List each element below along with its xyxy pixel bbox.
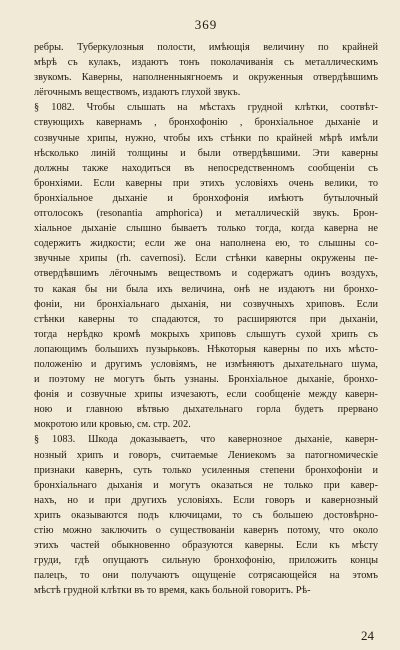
- text-line: ребры. Туберкулозныя полости, имѣющія величину по крайней: [34, 42, 378, 53]
- text-line: бронхіальнаго дыханія и могутъ оказаться не только при кавер-: [34, 479, 378, 491]
- text-line: лопающимъ большихъ пузырьковъ. Нѣкоторыя каверны по ихъ мѣсто-: [34, 343, 378, 355]
- text-line: мѣрѣ съ кулакъ, издаютъ тонъ поколачиванія съ металлическимъ: [34, 57, 378, 69]
- text-line: ствующихъ кавернамъ , бронхофонію , бронхіальное дыханіе и: [34, 117, 378, 129]
- text-line: ною и главною вѣтвью дыхательнаго горла будетъ прервано: [34, 404, 378, 416]
- text-line: то какая бы ни была ихъ величина, онѣ не издаютъ ни бронхо-: [34, 283, 378, 295]
- text-line: положенію и другимъ условіямъ, не измѣняютъ дыхательнаго шума,: [34, 358, 378, 370]
- text-line: § 1082. Чтобы слышать на мѣстахъ грудной клѣтки, соотвѣт-: [34, 102, 378, 114]
- text-line: звукомъ. Каверны, наполненныягноемъ и окруженныя отвердѣвшимъ: [34, 72, 378, 84]
- text-line: фонія и созвучные хрипы изчезаютъ, если сообщеніе между каверн-: [34, 389, 378, 401]
- text-line: созвучные хрипы, нужно, чтобы ихъ стѣнки по крайней мѣрѣ имѣли: [34, 132, 378, 144]
- signature-mark: 24: [361, 628, 374, 643]
- text-body: [34, 40, 378, 598]
- text-line: этихъ частей обыкновенно образуются каверны. Если къ мѣсту: [34, 540, 378, 552]
- text-line: мокротою или кровью, см. стр. 202.: [34, 419, 191, 431]
- text-line: хіальное дыханіе слышно бываетъ только тогда, когда каверна не: [34, 223, 378, 235]
- text-line: стѣнки каверны то спадаются, то расширяются при дыханіи,: [34, 313, 378, 325]
- text-line: нозный хрипъ и говоръ, считаемые Лениекомъ за патогномическіе: [34, 449, 378, 461]
- text-line: звучные хрипы (rh. cavernosi). Если стѣнки каверны окружены пе-: [34, 253, 378, 265]
- text-line: должны также находиться въ непосредственномъ сообщеніи съ: [34, 162, 378, 174]
- text-line: отголосокъ (resonantia amphorica) и металлическій звукъ. Брон-: [34, 208, 378, 220]
- text-line: бронхіями. Если каверны при этихъ условіяхъ очень велики, то: [34, 177, 378, 189]
- text-line: отвердѣвшимъ лёгочнымъ веществомъ и содержатъ одинъ воздухъ,: [34, 268, 378, 280]
- text-line: нѣсколько линій толщины и были отвердѣвшими. Эти каверны: [34, 147, 378, 159]
- text-line: признаки кавернъ, суть только усиленныя степени бронхофоніи и: [34, 464, 378, 476]
- text-line: стію можно заключить о существованіи кавернъ потому, что около: [34, 525, 378, 536]
- text-line: содержитъ жидкости; если же она наполнена ею, то слышны со-: [34, 238, 378, 250]
- text-line: палецъ, то они получаютъ ощущеніе сотрясающейся на этомъ: [34, 570, 378, 582]
- text-line: тогда нерѣдко кромѣ мокрыхъ хриповъ слышутъ сухой хрипъ съ: [34, 328, 378, 340]
- text-line: § 1083. Шкода доказываетъ, что кавернозное дыханіе, каверн-: [34, 434, 378, 446]
- text-line: и поэтому не могутъ быть узнаны. Бронхіальное дыханіе, бронхо-: [34, 374, 378, 386]
- text-line: мѣстѣ грудной клѣтки въ то время, какъ больной говоритъ. Рѣ-: [34, 585, 311, 597]
- text-line: груди, гдѣ опущаютъ сильную бронхофонію, приложить концы: [34, 555, 378, 567]
- text-line: лёгочнымъ веществомъ, издаютъ глухой звукъ.: [34, 87, 241, 99]
- text-line: хрипъ оказываются подъ ключицами, то съ большею достовѣрно-: [34, 509, 378, 521]
- text-line: бронхіальное дыханіе и бронхофонія имѣютъ бутылочный: [34, 192, 378, 204]
- text-line: фоніи, ни бронхіальнаго дыханія, ни созвучныхъ хриповъ. Если: [34, 298, 378, 310]
- page-number: 369: [194, 17, 218, 32]
- text-line: нахъ, но и при другихъ условіяхъ. Если говоръ и кавернозный: [34, 494, 378, 506]
